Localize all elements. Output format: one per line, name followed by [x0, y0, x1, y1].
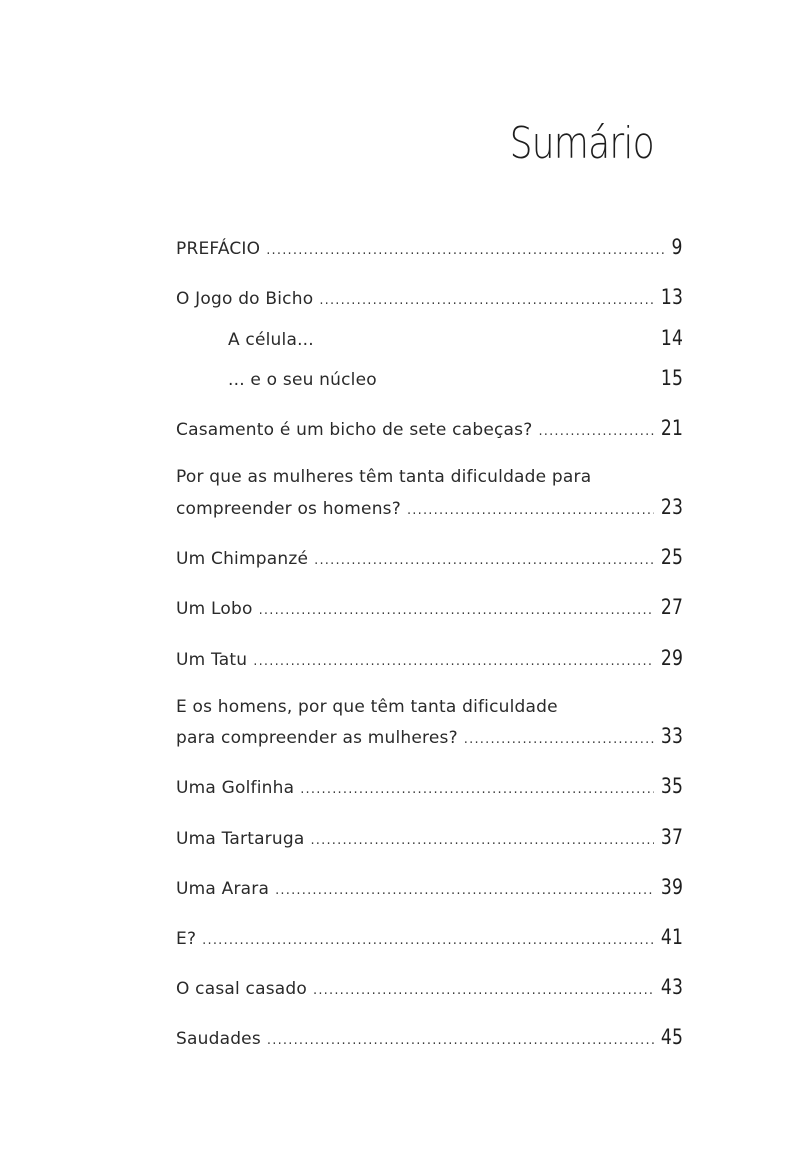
toc-entry-label: PREFÁCIO — [176, 239, 261, 259]
toc-page-number: 21 — [660, 416, 683, 440]
toc-entry-label: O Jogo do Bicho — [176, 289, 314, 309]
dot-leader — [313, 976, 654, 1006]
toc-entry-saudades[interactable] — [176, 1022, 683, 1052]
dot-leader — [253, 647, 654, 677]
toc-entry-jogo-do-bicho[interactable] — [176, 282, 683, 312]
toc-entry-prefacio[interactable] — [176, 232, 683, 262]
toc-entry-golfinha[interactable] — [176, 771, 683, 801]
toc-entry-label: O casal casado — [176, 979, 307, 999]
toc-entry-casamento[interactable] — [176, 413, 683, 443]
toc-entry-label: Uma Tartaruga — [176, 829, 305, 849]
toc-entry-label: A célula... — [228, 330, 314, 350]
dot-leader — [310, 826, 653, 856]
toc-entry-label: Um Tatu — [176, 650, 248, 670]
toc-page-number: 35 — [660, 774, 683, 798]
toc-entry-label: compreender os homens? — [176, 499, 401, 519]
toc-page-number: 39 — [660, 875, 683, 899]
toc-entry-arara[interactable] — [176, 872, 683, 902]
dot-leader — [267, 1026, 654, 1056]
toc-entry-label: E? — [176, 929, 197, 949]
toc-page-number: 29 — [660, 646, 683, 670]
dot-leader — [266, 236, 667, 266]
dot-leader — [319, 286, 654, 316]
dot-leader — [300, 775, 654, 805]
table-of-contents — [176, 0, 683, 1159]
toc-page-number: 23 — [660, 495, 683, 519]
dot-leader — [464, 725, 654, 755]
toc-entry-casal-casado[interactable] — [176, 972, 683, 1002]
toc-entry-label: Saudades — [176, 1029, 261, 1049]
toc-entry-label: ... e o seu núcleo — [228, 370, 377, 390]
dot-leader — [202, 926, 654, 956]
toc-entry-label-line1: Por que as mulheres têm tanta dificuldade para — [176, 467, 592, 487]
dot-leader — [259, 596, 654, 626]
toc-entry-label: Uma Golfinha — [176, 778, 295, 798]
toc-entry-tartaruga[interactable] — [176, 822, 683, 852]
toc-entry-label: Casamento é um bicho de sete cabeças? — [176, 420, 533, 440]
toc-entry-homens[interactable] — [176, 721, 683, 751]
toc-page-number: 41 — [660, 925, 683, 949]
toc-page-number: 37 — [660, 825, 683, 849]
toc-page-number: 27 — [660, 595, 683, 619]
toc-page-number: 13 — [660, 285, 683, 309]
toc-entry-mulheres[interactable] — [176, 492, 683, 522]
toc-page-number: 15 — [660, 366, 683, 390]
toc-page-number: 33 — [660, 724, 683, 748]
toc-entry-chimpanze[interactable] — [176, 542, 683, 572]
toc-entry-label-line1: E os homens, por que têm tanta dificuldade — [176, 697, 558, 717]
toc-subentry-nucleo[interactable] — [228, 363, 683, 393]
toc-entry-tatu[interactable] — [176, 643, 683, 673]
toc-page-number: 43 — [660, 975, 683, 999]
dot-leader — [314, 546, 654, 576]
dot-leader — [538, 417, 653, 447]
toc-entry-label: Uma Arara — [176, 879, 270, 899]
toc-subentry-celula[interactable] — [228, 323, 683, 353]
toc-entry-lobo[interactable] — [176, 592, 683, 622]
toc-entry-label: Um Lobo — [176, 599, 253, 619]
toc-page-number: 25 — [660, 545, 683, 569]
toc-entry-e[interactable] — [176, 922, 683, 952]
page-title: Sumário — [509, 118, 654, 169]
toc-page-number: 14 — [660, 326, 683, 350]
toc-page-number: 45 — [660, 1025, 683, 1049]
dot-leader — [407, 496, 654, 526]
dot-leader — [275, 876, 654, 906]
toc-page-number: 9 — [671, 235, 683, 259]
toc-entry-label: para compreender as mulheres? — [176, 728, 458, 748]
toc-entry-label: Um Chimpanzé — [176, 549, 309, 569]
